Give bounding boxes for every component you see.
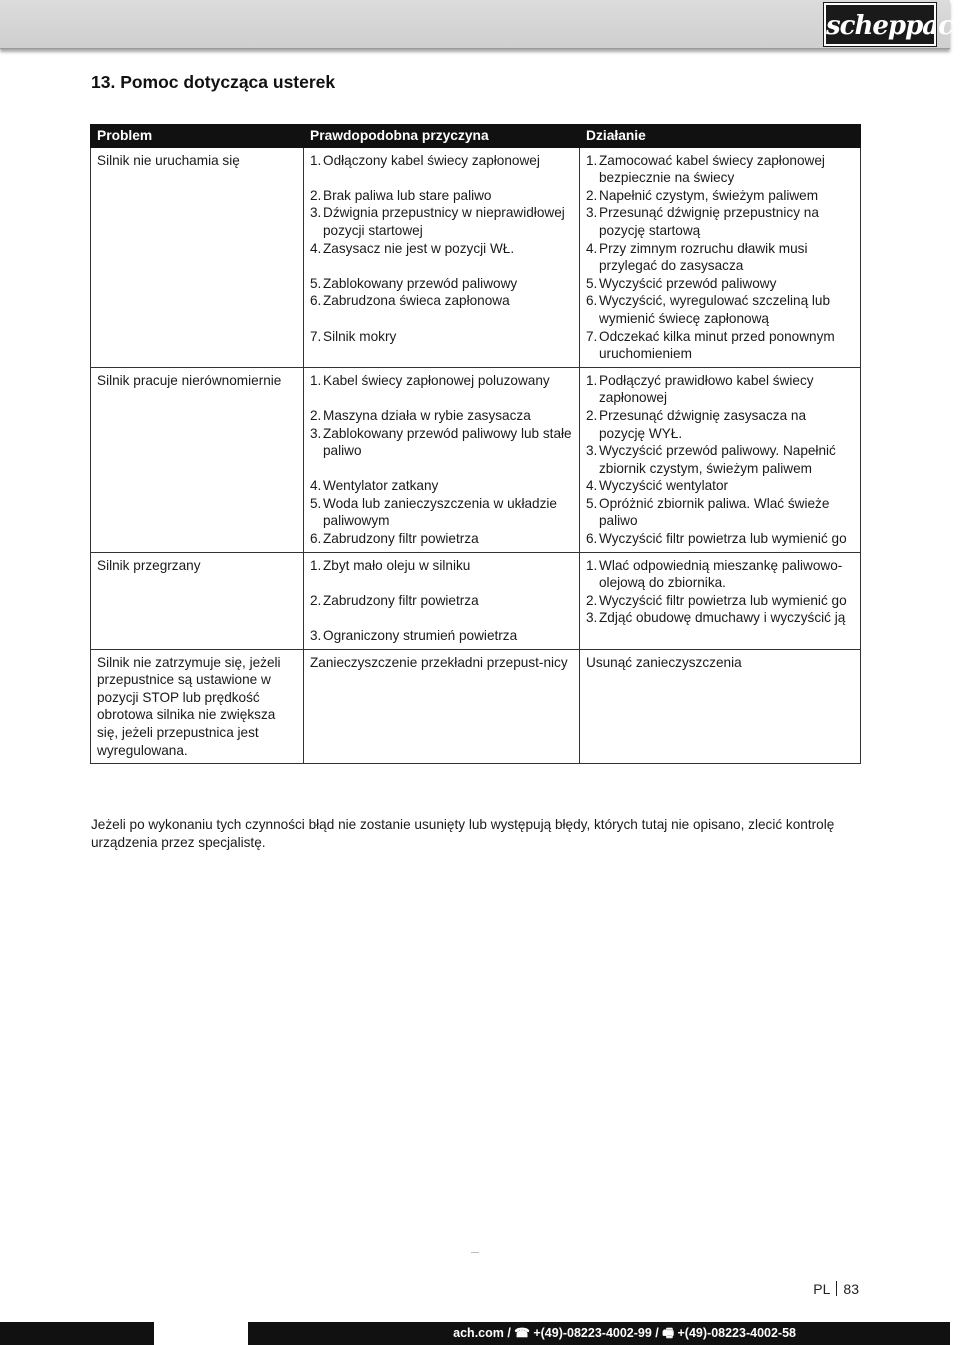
cause-item-text: Zabrudzony filtr powietrza xyxy=(323,531,479,547)
cause-item-number: 1. xyxy=(310,557,322,573)
cause-item-number: 3. xyxy=(310,205,322,221)
cause-item-number: 5. xyxy=(310,275,322,291)
action-item-number: 2. xyxy=(586,592,598,608)
cause-cell: Zanieczyszczenie przekładni przepust-nicy xyxy=(304,649,580,764)
problem-cell: Silnik nie zatrzymuje się, jeżeli przepustnice są ustawione w pozycji STOP lub prędkość obrotowa silnika nie zwiększa się, jeżeli przepustnica jest wyregulowana. xyxy=(91,649,304,764)
action-item-text: Odczekać kilka minut przed ponownym uruchomieniem xyxy=(599,328,835,362)
action-item-text: Zamocować kabel świecy zapłonowej bezpiecznie na świecy xyxy=(599,152,825,186)
cause-item xyxy=(310,372,573,390)
page-number xyxy=(813,1281,859,1297)
action-item xyxy=(586,407,854,442)
cause-item-text: Zablokowany przewód paliwowy xyxy=(323,275,518,291)
action-cell xyxy=(580,147,861,367)
action-item-text: Podłączyć prawidłowo kabel świecy zapłonowej xyxy=(599,372,814,406)
action-item xyxy=(586,328,854,363)
table-row xyxy=(91,552,861,649)
cause-item xyxy=(310,495,573,530)
action-item xyxy=(586,477,854,495)
action-item-text: Wyczyścić, wyregulować szczeliną lub wymienić świecę zapłonową xyxy=(599,293,831,326)
action-item-text: Przy zimnym rozruchu dławik musi przylegać do zasysacza xyxy=(599,240,808,274)
cause-item-text: Wentylator zatkany xyxy=(323,478,439,494)
action-item-number: 3. xyxy=(586,610,598,626)
table-row xyxy=(91,649,861,764)
cause-item xyxy=(310,557,573,575)
action-item xyxy=(586,495,854,530)
cause-item xyxy=(310,275,573,293)
action-item-number: 4. xyxy=(586,478,598,494)
cause-item-text: Zablokowany przewód paliwowy lub stałe paliwo xyxy=(323,425,572,459)
cause-item-number: 1. xyxy=(310,152,322,168)
cause-item-text: Ograniczony strumień powietrza xyxy=(323,628,518,644)
cause-item-text: Odłączony kabel świecy zapłonowej xyxy=(323,152,540,168)
action-item xyxy=(586,609,854,627)
cause-item-text: Silnik mokry xyxy=(323,328,397,344)
action-item-text: Wyczyścić przewód paliwowy. Napełnić zbiornik czystym, świeżym paliwem xyxy=(599,443,836,476)
action-item-number: 4. xyxy=(586,240,598,256)
action-item-text: Przesunąć dźwignię przepustnicy na pozycję startową xyxy=(599,205,819,238)
cause-item xyxy=(310,627,573,645)
cause-item xyxy=(310,204,573,239)
table-row xyxy=(91,147,861,367)
cause-item-text: Maszyna działa w rybie zasysacza xyxy=(323,407,531,423)
action-item-number: 5. xyxy=(586,275,598,291)
cause-item-number: 2. xyxy=(310,592,322,608)
action-list xyxy=(586,372,854,548)
problem-cell: Silnik pracuje nierównomiernie xyxy=(91,367,304,552)
cause-item-number: 4. xyxy=(310,240,322,256)
action-item xyxy=(586,372,854,407)
page-separator xyxy=(836,1281,837,1296)
cause-item-number: 4. xyxy=(310,478,322,494)
action-item xyxy=(586,442,854,477)
action-item-number: 2. xyxy=(586,407,598,423)
action-cell xyxy=(580,367,861,552)
action-item xyxy=(586,530,854,548)
cause-item xyxy=(310,425,573,460)
cause-item xyxy=(310,407,573,425)
table-header-row xyxy=(91,125,861,148)
footer-bar-left xyxy=(0,1322,154,1345)
cause-item-text: Dźwignia przepustnicy w nieprawidłowej pozycji startowej xyxy=(323,205,565,238)
action-item xyxy=(586,240,854,275)
action-cell xyxy=(580,552,861,649)
cause-item xyxy=(310,592,573,610)
action-list xyxy=(586,152,854,363)
action-item-number: 1. xyxy=(586,557,598,573)
action-item-number: 1. xyxy=(586,152,598,168)
action-item-text: Wlać odpowiednią mieszankę paliwowo-olejową do zbiornika. xyxy=(599,557,843,591)
action-item-text: Wyczyścić filtr powietrza lub wymienić go xyxy=(599,592,847,608)
section-title: 13. Pomoc dotycząca usterek xyxy=(91,72,336,92)
footer-contact: ach.com / ☎ +(49)-08223-4002-99 / 🖷 +(49)-08223-4002-58 xyxy=(248,1322,950,1345)
cause-item xyxy=(310,328,573,346)
cause-item-text: Zabrudzona świeca zapłonowa xyxy=(323,293,510,309)
cause-cell xyxy=(304,367,580,552)
table-row xyxy=(91,367,861,552)
cause-item xyxy=(310,240,573,258)
cause-item-text: Zbyt mało oleju w silniku xyxy=(323,557,471,573)
cause-item-number: 2. xyxy=(310,407,322,423)
cause-item-number: 6. xyxy=(310,293,322,309)
cause-item xyxy=(310,187,573,205)
cause-item-number: 6. xyxy=(310,531,322,547)
scheppach-logo: scheppach xyxy=(824,3,936,46)
cause-item-text: Brak paliwa lub stare paliwo xyxy=(323,187,492,203)
action-item xyxy=(586,557,854,592)
column-header-problem: Problem xyxy=(91,125,304,148)
problem-cell: Silnik nie uruchamia się xyxy=(91,147,304,367)
cause-cell xyxy=(304,147,580,367)
action-item-number: 7. xyxy=(586,328,598,344)
column-header-action: Działanie xyxy=(580,125,861,148)
problem-cell: Silnik przegrzany xyxy=(91,552,304,649)
action-list xyxy=(586,557,854,627)
action-item-number: 6. xyxy=(586,293,598,309)
action-cell: Usunąć zanieczyszczenia xyxy=(580,649,861,764)
cause-item-number: 2. xyxy=(310,187,322,203)
cause-item xyxy=(310,152,573,170)
page-language: PL xyxy=(813,1281,831,1297)
action-item xyxy=(586,187,854,205)
action-item xyxy=(586,292,854,327)
action-item xyxy=(586,275,854,293)
cause-item xyxy=(310,477,573,495)
cause-item-number: 5. xyxy=(310,495,322,511)
troubleshooting-table xyxy=(90,124,861,764)
action-item-number: 6. xyxy=(586,531,598,547)
footnote: Jeżeli po wykonaniu tych czynności błąd nie zostanie usunięty lub występują błędy, których tutaj nie opisano, zlecić kontrolę urządzenia przez specjalistę. xyxy=(91,817,835,850)
cause-item-number: 1. xyxy=(310,372,322,388)
action-item-number: 3. xyxy=(586,443,598,459)
action-item-text: Wyczyścić filtr powietrza lub wymienić go xyxy=(599,531,847,547)
cause-list xyxy=(310,557,573,645)
action-item xyxy=(586,204,854,239)
action-item-text: Opróżnić zbiornik paliwa. Wlać świeże paliwo xyxy=(599,495,830,529)
action-item-number: 3. xyxy=(586,205,598,221)
cause-cell xyxy=(304,552,580,649)
cause-item-number: 7. xyxy=(310,328,322,344)
cause-item xyxy=(310,530,573,548)
column-header-cause: Prawdopodobna przyczyna xyxy=(304,125,580,148)
action-item-text: Wyczyścić wentylator xyxy=(599,478,729,494)
action-item-text: Napełnić czystym, świeżym paliwem xyxy=(599,187,819,203)
action-item-number: 2. xyxy=(586,187,598,203)
action-item-text: Wyczyścić przewód paliwowy xyxy=(599,275,777,291)
cause-item-text: Kabel świecy zapłonowej poluzowany xyxy=(323,372,550,388)
header-bar xyxy=(0,0,971,49)
action-item-number: 5. xyxy=(586,495,598,511)
page-number-value: 83 xyxy=(843,1281,859,1297)
divider xyxy=(471,1252,479,1253)
cause-list xyxy=(310,152,573,346)
action-item-number: 1. xyxy=(586,372,598,388)
action-item xyxy=(586,152,854,187)
action-item-text: Zdjąć obudowę dmuchawy i wyczyścić ją xyxy=(599,610,846,626)
cause-item-text: Woda lub zanieczyszczenia w układzie paliwowym xyxy=(323,495,557,529)
cause-item-text: Zasysacz nie jest w pozycji WŁ. xyxy=(323,240,515,256)
action-item xyxy=(586,592,854,610)
cause-item-number: 3. xyxy=(310,628,322,644)
cause-item-text: Zabrudzony filtr powietrza xyxy=(323,592,479,608)
action-item-text: Przesunąć dźwignię zasysacza na pozycję WYŁ. xyxy=(599,407,807,441)
cause-item-number: 3. xyxy=(310,425,322,441)
cause-item xyxy=(310,292,573,310)
cause-list xyxy=(310,372,573,548)
